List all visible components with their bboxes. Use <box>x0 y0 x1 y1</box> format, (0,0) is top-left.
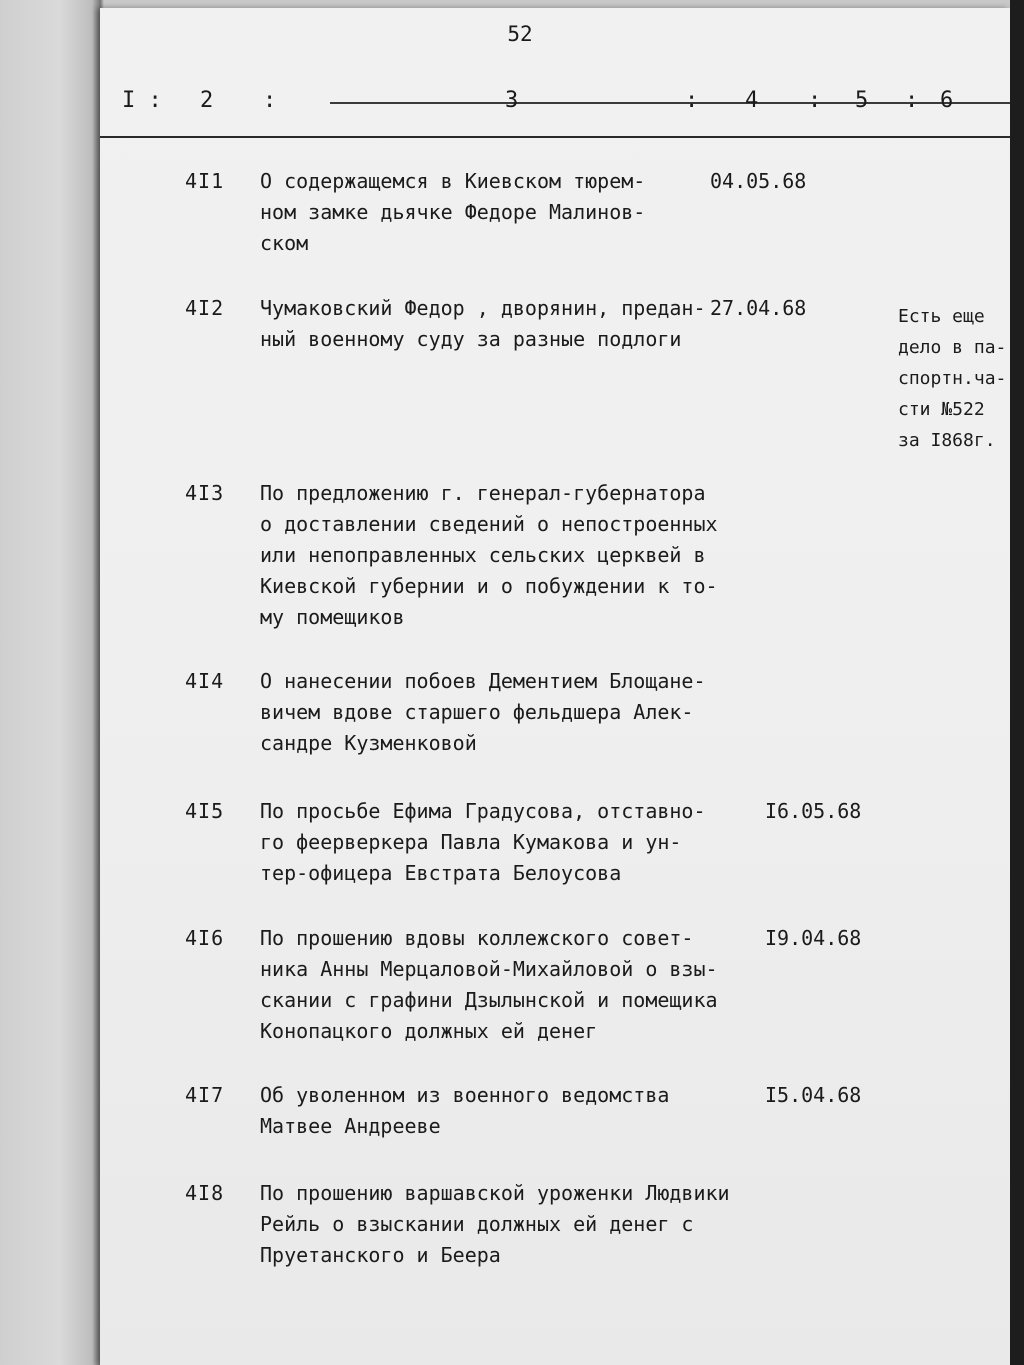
adjacent-page-edge <box>0 0 100 1365</box>
entry-description: Об уволенном из военного ведомства Матвее Андрееве <box>260 1083 670 1138</box>
entry-description: По прошению вдовы коллежского совет- ника Анны Мерцаловой-Михайловой о взы- скании с графини Дзылынской и помещика Конопацкого должных ей денег <box>260 926 718 1043</box>
column-header-row <box>100 88 1010 136</box>
entry-description: По прошению варшавской уроженки Людвики Рейль о взыскании должных ей денег с Пруетанского и Беера <box>260 1181 730 1267</box>
entry-number: 4I1 <box>185 169 225 193</box>
page-shadow-edge <box>1010 0 1024 1365</box>
column-separator: : <box>905 88 919 113</box>
column-separator: : <box>263 88 277 113</box>
page-number: 52 <box>507 22 533 46</box>
document-page <box>100 8 1010 1365</box>
column-header-2: 2 <box>200 88 214 113</box>
entry-date: I5.04.68 <box>765 1083 862 1107</box>
entry-date: 04.05.68 <box>710 169 807 193</box>
entry-number: 4I2 <box>185 296 225 320</box>
entry-description: О нанесении побоев Дементием Блощане- вичем вдове старшего фельдшера Алек- сандре Кузменковой <box>260 669 706 755</box>
entry-description: По предложению г. генерал-губернатора о доставлении сведений о непостроенных или непоправленных сельских церквей в Киевской губернии и о побуждении к то- му помещиков <box>260 481 718 629</box>
entry-description: Чумаковский Федор , дворянин, предан- ный военному суду за разные подлоги <box>260 296 706 351</box>
entry-description: По просьбе Ефима Градусова, отставно- го феерверкера Павла Кумакова и ун- тер-офицера Евстрата Белоусова <box>260 799 706 885</box>
entry-date: I6.05.68 <box>765 799 862 823</box>
entry-note: Есть еще дело в па- спортн.ча- сти №522 за I868г. <box>898 306 1007 451</box>
entry-number: 4I5 <box>185 799 225 823</box>
entry-date: I9.04.68 <box>765 926 862 950</box>
column-header-1: I : <box>122 88 162 113</box>
entry-date: 27.04.68 <box>710 296 807 320</box>
column-header-3: 3 <box>505 88 519 113</box>
column-separator: : <box>808 88 822 113</box>
entry-number: 4I6 <box>185 926 225 950</box>
entry-number: 4I8 <box>185 1181 225 1205</box>
entry-number: 4I3 <box>185 481 225 505</box>
column-header-5: 5 <box>855 88 869 113</box>
entry-number: 4I4 <box>185 669 225 693</box>
entry-description: О содержащемся в Киевском тюрем- ном замке дьячке Федоре Малинов- ском <box>260 169 646 255</box>
header-rule-bottom <box>100 136 1010 138</box>
column-separator: : <box>685 88 699 113</box>
entry-number: 4I7 <box>185 1083 225 1107</box>
column-header-4: 4 <box>745 88 759 113</box>
column-header-6: 6 <box>940 88 954 113</box>
